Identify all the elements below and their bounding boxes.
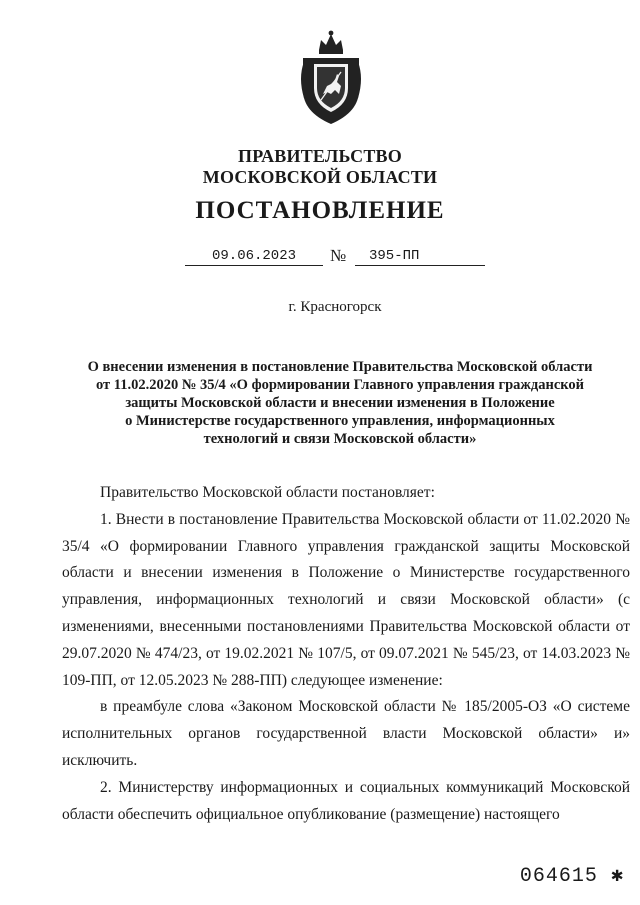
title-line: о Министерстве государственного управления, информационных <box>125 413 555 429</box>
document-number: 395-ПП <box>369 248 420 264</box>
body-paragraph-preamble: Правительство Московской области постановляет: <box>100 484 435 501</box>
org-name-line-2: МОСКОВСКОЙ ОБЛАСТИ <box>202 167 438 187</box>
title-line: О внесении изменения в постановление Правительства Московской области <box>87 359 593 375</box>
serial-number <box>520 862 624 888</box>
title-line: защиты Московской области и внесении изменения в Положение <box>125 395 555 411</box>
date-underline <box>185 265 323 266</box>
moscow-oblast-coat-of-arms-icon <box>297 28 365 128</box>
city: г. Красногорск <box>288 299 382 315</box>
body-paragraph-item-2: 2. Министерству информационных и социальных коммуникаций Московской области обеспечить официальное опубликование (размещение) настоящего <box>62 778 630 823</box>
serial-mark-icon: ✱ <box>610 865 624 888</box>
body-paragraph-item-1: 1. Внести в постановление Правительства Московской области от 11.02.2020 № 35/4 «О формировании Главного управления гражданской защиты Московской области и внесении изменения в Положение о Министерстве государственного управления, информационных технологий и связи Московской области» (с изменениями, внесенными постановлениями Правительства Московской области от 29.07.2020 № 474/23, от 19.02.2021 № 107/5, от 09.07.2021 № 545/23, от 14.03.2023 № 109-ПП, от 12.05.2023 № 288-ПП) следующее изменение: <box>62 510 630 689</box>
serial-digits: 064615 <box>519 865 598 888</box>
title-line: от 11.02.2020 № 35/4 «О формировании Главного управления гражданской <box>95 377 585 393</box>
date-number-line <box>185 246 485 268</box>
number-sign: № <box>330 246 347 265</box>
title-line: технологий и связи Московской области» <box>203 431 477 447</box>
document-title <box>70 358 610 448</box>
body-paragraph-amendment: в преамбуле слова «Законом Московской области № 185/2005-ОЗ «О системе исполнительных органов государственной власти Московской области» и» исключить. <box>62 698 630 769</box>
org-name-line-1: ПРАВИТЕЛЬСТВО <box>238 146 402 166</box>
document-type: ПОСТАНОВЛЕНИЕ <box>195 197 445 224</box>
document-date: 09.06.2023 <box>211 248 296 264</box>
document-body <box>62 480 630 828</box>
number-underline <box>355 265 485 266</box>
